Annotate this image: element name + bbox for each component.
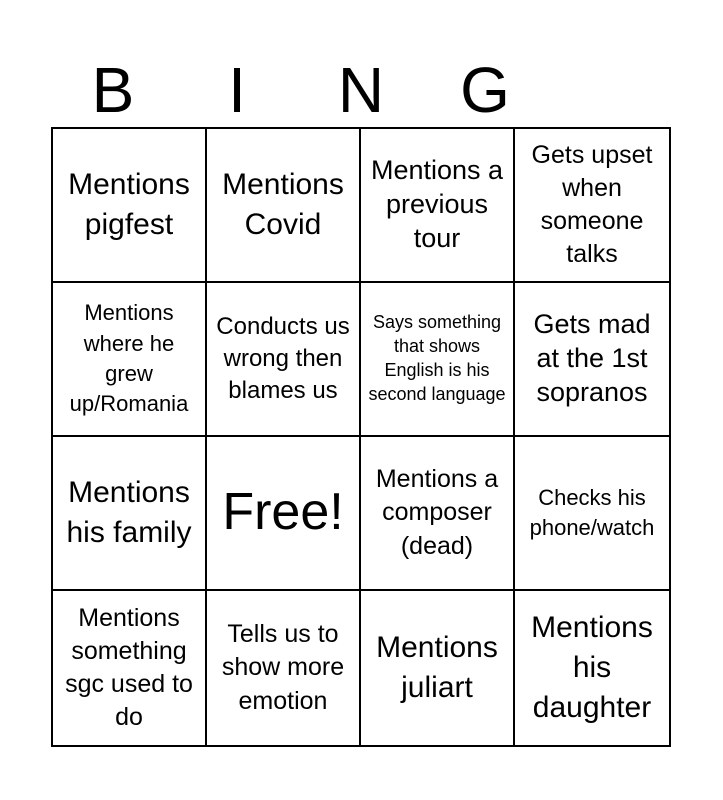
header-letter-i: I — [228, 54, 246, 126]
cell-text: Mentions a composer (dead) — [375, 465, 499, 560]
bingo-cell-r1c4[interactable] — [515, 129, 669, 283]
cell-text: Mentions juliart — [376, 631, 498, 704]
header-letter-g: G — [460, 54, 510, 126]
cell-text: Checks his phone/watch — [529, 484, 655, 540]
bingo-cell-r1c3[interactable] — [361, 129, 515, 283]
cell-text: Tells us to show more emotion — [221, 620, 345, 715]
bingo-cell-r4c4[interactable] — [515, 591, 669, 745]
bingo-cell-r2c4[interactable] — [515, 283, 669, 437]
bingo-cell-r4c1[interactable] — [53, 591, 207, 745]
bingo-cell-r2c2[interactable] — [207, 283, 361, 437]
bingo-cell-r4c3[interactable] — [361, 591, 515, 745]
cell-text: Mentions where he grew up/Romania — [69, 300, 189, 417]
bingo-cell-r4c2[interactable] — [207, 591, 361, 745]
free-space-text: Free! — [222, 483, 344, 542]
bingo-cell-r3c1[interactable] — [53, 437, 207, 591]
bingo-board — [51, 127, 671, 747]
cell-text: Mentions his family — [66, 476, 192, 549]
cell-text: Mentions Covid — [222, 168, 344, 241]
cell-text: Gets mad at the 1st sopranos — [533, 309, 651, 407]
bingo-cell-r1c1[interactable] — [53, 129, 207, 283]
cell-text: Mentions pigfest — [68, 168, 190, 241]
cell-text: Says something that shows English is his second language — [368, 312, 506, 404]
cell-text: Mentions something sgc used to do — [65, 603, 193, 732]
header-letter-n: N — [337, 54, 385, 126]
bingo-header — [51, 52, 671, 128]
cell-text: Conducts us wrong then blames us — [216, 313, 350, 404]
cell-text: Gets upset when someone talks — [531, 140, 653, 269]
bingo-cell-r1c2[interactable] — [207, 129, 361, 283]
cell-text: Mentions a previous tour — [370, 155, 504, 253]
bingo-cell-r2c1[interactable] — [53, 283, 207, 437]
bingo-cell-r3c3[interactable] — [361, 437, 515, 591]
cell-text: Mentions his daughter — [531, 611, 653, 724]
header-letter-b: B — [91, 54, 135, 126]
bingo-cell-r2c3[interactable] — [361, 283, 515, 437]
bingo-cell-r3c4[interactable] — [515, 437, 669, 591]
bingo-cell-free[interactable] — [207, 437, 361, 591]
